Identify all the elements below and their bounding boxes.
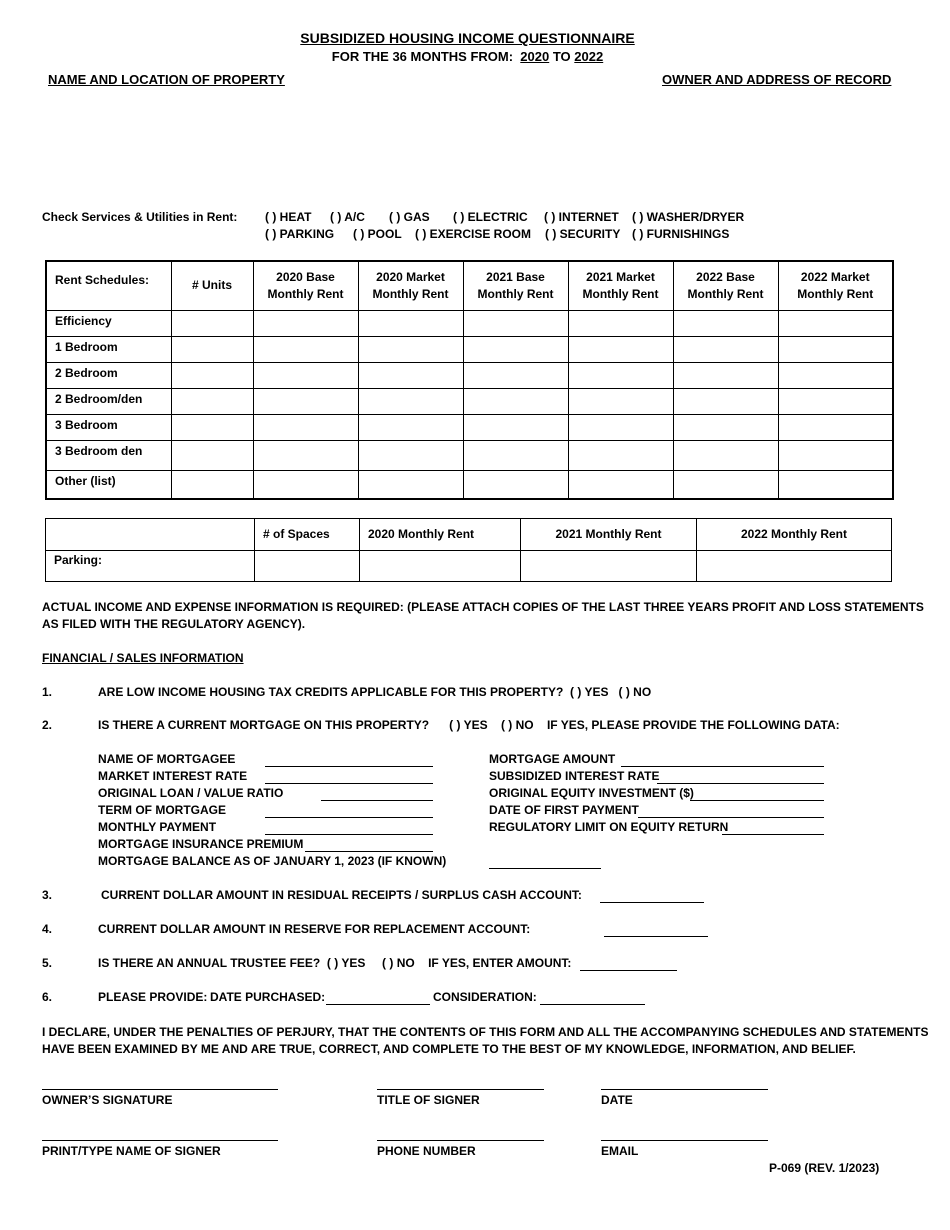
parking-checkbox[interactable]: ( ) PARKING	[265, 227, 335, 241]
phone-label: PHONE NUMBER	[377, 1144, 476, 1158]
declaration-line1: I DECLARE, UNDER THE PENALTIES OF PERJURY, THAT THE CONTENTS OF THIS FORM AND ALL THE ACCOMPANYING SCHEDULES AND STATEMENTS	[42, 1025, 929, 1039]
form-id: P-069 (REV. 1/2023)	[769, 1161, 880, 1175]
table-cell[interactable]	[521, 551, 697, 582]
trustee-fee-no[interactable]: ( ) NO	[382, 956, 415, 970]
loan-value-ratio-field[interactable]	[321, 800, 433, 801]
first-payment-date-label: DATE OF FIRST PAYMENT	[489, 803, 639, 817]
date-purchased-field[interactable]	[326, 1004, 430, 1005]
table-cell[interactable]	[673, 414, 778, 440]
table-cell[interactable]	[778, 388, 893, 414]
replacement-reserve-field[interactable]	[604, 936, 708, 937]
table-cell[interactable]	[463, 470, 568, 499]
market-rate-field[interactable]	[265, 783, 433, 784]
mortgagee-name-field[interactable]	[265, 766, 433, 767]
table-cell[interactable]	[253, 310, 358, 336]
table-cell[interactable]	[358, 414, 463, 440]
table-cell[interactable]	[568, 470, 673, 499]
subsidized-rate-field[interactable]	[657, 783, 824, 784]
table-cell[interactable]	[568, 336, 673, 362]
mortgage-yes[interactable]: ( ) YES	[449, 718, 488, 732]
market-2020-header: 2020 Market Monthly Rent	[358, 261, 463, 310]
table-cell[interactable]	[568, 310, 673, 336]
table-cell[interactable]	[358, 336, 463, 362]
table-cell[interactable]	[171, 414, 253, 440]
period-line	[0, 49, 935, 64]
table-cell[interactable]	[673, 336, 778, 362]
table-cell[interactable]	[673, 440, 778, 470]
table-cell[interactable]	[463, 336, 568, 362]
furnishings-checkbox[interactable]: ( ) FURNISHINGS	[632, 227, 730, 241]
gas-checkbox[interactable]: ( ) GAS	[389, 210, 430, 224]
base-2020-header: 2020 Base Monthly Rent	[253, 261, 358, 310]
pool-checkbox[interactable]: ( ) POOL	[353, 227, 402, 241]
table-cell[interactable]	[778, 310, 893, 336]
trustee-fee-amount-field[interactable]	[580, 970, 677, 971]
table-cell[interactable]	[171, 440, 253, 470]
row-label-1-bedroom: 1 Bedroom	[46, 336, 171, 362]
mortgage-amount-label: MORTGAGE AMOUNT	[489, 752, 616, 766]
units-header: # Units	[171, 261, 253, 310]
table-cell[interactable]	[568, 440, 673, 470]
to-word: TO	[552, 49, 571, 64]
consideration-label: CONSIDERATION:	[433, 990, 537, 1004]
term-field[interactable]	[265, 817, 433, 818]
question-1-text: ARE LOW INCOME HOUSING TAX CREDITS APPLICABLE FOR THIS PROPERTY?	[98, 685, 564, 699]
trustee-fee-yes[interactable]: ( ) YES	[326, 956, 366, 970]
spaces-header: # of Spaces	[255, 519, 360, 551]
owner-signature-field[interactable]	[42, 1089, 278, 1090]
rent-schedule-table	[45, 260, 894, 500]
table-cell[interactable]	[778, 440, 893, 470]
table-cell[interactable]	[778, 414, 893, 440]
owner-signature-label: OWNER’S SIGNATURE	[42, 1093, 173, 1107]
internet-checkbox[interactable]: ( ) INTERNET	[544, 210, 619, 224]
mortgagee-name-label: NAME OF MORTGAGEE	[98, 752, 236, 766]
market-2022-header: 2022 Market Monthly Rent	[778, 261, 893, 310]
table-row	[46, 470, 893, 499]
row-label-2-bedroom: 2 Bedroom	[46, 362, 171, 388]
table-cell[interactable]	[171, 336, 253, 362]
table-cell[interactable]	[253, 440, 358, 470]
question-1-number: 1.	[42, 685, 53, 699]
property-heading: NAME AND LOCATION OF PROPERTY	[48, 72, 285, 87]
row-label-2-bedroom-den: 2 Bedroom/den	[46, 388, 171, 414]
table-cell[interactable]	[358, 362, 463, 388]
signer-title-field[interactable]	[377, 1089, 544, 1090]
question-5-number: 5.	[42, 956, 53, 970]
parking-2022-header: 2022 Monthly Rent	[697, 519, 892, 551]
electric-checkbox[interactable]: ( ) ELECTRIC	[453, 210, 528, 224]
table-cell[interactable]	[255, 551, 360, 582]
end-year: 2022	[574, 49, 604, 64]
question-2-number: 2.	[42, 718, 53, 732]
signer-title-label: TITLE OF SIGNER	[377, 1093, 480, 1107]
email-label: EMAIL	[601, 1144, 639, 1158]
parking-label: Parking:	[46, 551, 255, 582]
table-cell[interactable]	[253, 470, 358, 499]
question-1	[98, 685, 651, 699]
table-cell[interactable]	[463, 362, 568, 388]
row-label-efficiency: Efficiency	[46, 310, 171, 336]
first-payment-date-field[interactable]	[638, 817, 824, 818]
question-2-tail: IF YES, PLEASE PROVIDE THE FOLLOWING DATA:	[546, 718, 840, 732]
parking-2021-header: 2021 Monthly Rent	[521, 519, 697, 551]
services-label: Check Services & Utilities in Rent:	[42, 210, 238, 224]
table-cell[interactable]	[673, 388, 778, 414]
equity-investment-label: ORIGINAL EQUITY INVESTMENT ($)	[489, 786, 694, 800]
date-field[interactable]	[601, 1089, 768, 1090]
table-cell[interactable]	[778, 470, 893, 499]
table-cell[interactable]	[568, 414, 673, 440]
period-prefix: FOR THE 36 MONTHS FROM:	[331, 49, 514, 64]
insurance-premium-field[interactable]	[305, 851, 433, 852]
table-row	[46, 440, 893, 470]
table-row	[46, 362, 893, 388]
monthly-payment-field[interactable]	[265, 834, 433, 835]
table-cell[interactable]	[358, 470, 463, 499]
table-cell[interactable]	[463, 310, 568, 336]
table-cell[interactable]	[253, 362, 358, 388]
mortgage-amount-field[interactable]	[621, 766, 824, 767]
question-2-text: IS THERE A CURRENT MORTGAGE ON THIS PROPERTY?	[98, 718, 430, 732]
table-cell[interactable]	[253, 388, 358, 414]
heat-checkbox[interactable]: ( ) HEAT	[265, 210, 312, 224]
question-6-text: PLEASE PROVIDE:	[98, 990, 208, 1004]
start-year: 2020	[520, 49, 550, 64]
tax-credit-yes[interactable]: ( ) YES	[570, 685, 609, 699]
term-label: TERM OF MORTGAGE	[98, 803, 226, 817]
table-cell[interactable]	[673, 470, 778, 499]
question-5-text: IS THERE AN ANNUAL TRUSTEE FEE?	[98, 956, 321, 970]
table-cell[interactable]	[171, 310, 253, 336]
declaration-line2: HAVE BEEN EXAMINED BY ME AND ARE TRUE, CORRECT, AND COMPLETE TO THE BEST OF MY KNOWLEDGE, INFORMATION, AND BELIEF.	[42, 1042, 856, 1056]
table-row	[46, 551, 892, 582]
print-name-field[interactable]	[42, 1140, 278, 1141]
monthly-payment-label: MONTHLY PAYMENT	[98, 820, 217, 834]
rent-header-row	[46, 261, 893, 310]
table-cell[interactable]	[778, 362, 893, 388]
table-cell[interactable]	[171, 470, 253, 499]
date-label: DATE	[601, 1093, 633, 1107]
table-cell[interactable]	[673, 362, 778, 388]
row-label-3-bedroom: 3 Bedroom	[46, 414, 171, 440]
income-notice-line2: AS FILED WITH THE REGULATORY AGENCY).	[42, 617, 306, 631]
question-6-number: 6.	[42, 990, 53, 1004]
exercise-room-checkbox[interactable]: ( ) EXERCISE ROOM	[415, 227, 532, 241]
question-5	[98, 956, 571, 970]
parking-2020-header: 2020 Monthly Rent	[360, 519, 521, 551]
question-2	[98, 718, 840, 732]
question-3-number: 3.	[42, 888, 53, 902]
table-cell[interactable]	[171, 388, 253, 414]
insurance-premium-label: MORTGAGE INSURANCE PREMIUM	[98, 837, 304, 851]
market-2021-header: 2021 Market Monthly Rent	[568, 261, 673, 310]
base-2022-header: 2022 Base Monthly Rent	[673, 261, 778, 310]
table-row	[46, 310, 893, 336]
subsidized-rate-label: SUBSIDIZED INTEREST RATE	[489, 769, 660, 783]
rent-schedules-header: Rent Schedules:	[46, 261, 171, 310]
tax-credit-no[interactable]: ( ) NO	[618, 685, 652, 699]
residual-receipts-field[interactable]	[600, 902, 704, 903]
question-4-text: CURRENT DOLLAR AMOUNT IN RESERVE FOR REPLACEMENT ACCOUNT:	[98, 922, 531, 936]
mortgage-balance-field[interactable]	[489, 868, 601, 869]
table-cell[interactable]	[778, 336, 893, 362]
table-cell[interactable]	[463, 414, 568, 440]
parking-table	[45, 518, 892, 582]
date-purchased-label: DATE PURCHASED:	[210, 990, 326, 1004]
ac-checkbox[interactable]: ( ) A/C	[330, 210, 365, 224]
form-title: SUBSIDIZED HOUSING INCOME QUESTIONNAIRE	[300, 30, 635, 46]
table-cell[interactable]	[358, 310, 463, 336]
table-cell[interactable]	[568, 362, 673, 388]
parking-header-row	[46, 519, 892, 551]
consideration-field[interactable]	[540, 1004, 645, 1005]
table-cell[interactable]	[568, 388, 673, 414]
income-notice-line1: ACTUAL INCOME AND EXPENSE INFORMATION IS REQUIRED: (PLEASE ATTACH COPIES OF THE LAST THREE YEARS PROFIT AND LOSS STATEMENTS	[42, 600, 924, 614]
equity-investment-field[interactable]	[690, 800, 824, 801]
equity-limit-label: REGULATORY LIMIT ON EQUITY RETURN	[489, 820, 729, 834]
question-4-number: 4.	[42, 922, 53, 936]
print-name-label: PRINT/TYPE NAME OF SIGNER	[42, 1144, 221, 1158]
question-3-text: CURRENT DOLLAR AMOUNT IN RESIDUAL RECEIPTS / SURPLUS CASH ACCOUNT:	[101, 888, 582, 902]
table-row	[46, 388, 893, 414]
security-checkbox[interactable]: ( ) SECURITY	[545, 227, 621, 241]
market-rate-label: MARKET INTEREST RATE	[98, 769, 248, 783]
base-2021-header: 2021 Base Monthly Rent	[463, 261, 568, 310]
table-cell[interactable]	[673, 310, 778, 336]
equity-limit-field[interactable]	[722, 834, 824, 835]
washer-dryer-checkbox[interactable]: ( ) WASHER/DRYER	[632, 210, 745, 224]
table-cell[interactable]	[253, 336, 358, 362]
email-field[interactable]	[601, 1140, 768, 1141]
row-label-3-bedroom-den: 3 Bedroom den	[46, 440, 171, 470]
parking-blank-header	[46, 519, 255, 551]
table-cell[interactable]	[171, 362, 253, 388]
table-cell[interactable]	[463, 440, 568, 470]
question-5-tail: IF YES, ENTER AMOUNT:	[428, 956, 572, 970]
mortgage-balance-label: MORTGAGE BALANCE AS OF JANUARY 1, 2023 (IF KNOWN)	[98, 854, 447, 868]
table-row	[46, 336, 893, 362]
mortgage-no[interactable]: ( ) NO	[500, 718, 534, 732]
table-cell[interactable]	[463, 388, 568, 414]
owner-heading: OWNER AND ADDRESS OF RECORD	[662, 72, 892, 87]
table-cell[interactable]	[358, 440, 463, 470]
table-row	[46, 414, 893, 440]
table-cell[interactable]	[697, 551, 892, 582]
table-cell[interactable]	[358, 388, 463, 414]
phone-field[interactable]	[377, 1140, 544, 1141]
table-cell[interactable]	[360, 551, 521, 582]
financial-heading: FINANCIAL / SALES INFORMATION	[42, 651, 244, 665]
loan-value-ratio-label: ORIGINAL LOAN / VALUE RATIO	[98, 786, 284, 800]
table-cell[interactable]	[253, 414, 358, 440]
row-label-other: Other (list)	[46, 470, 171, 499]
